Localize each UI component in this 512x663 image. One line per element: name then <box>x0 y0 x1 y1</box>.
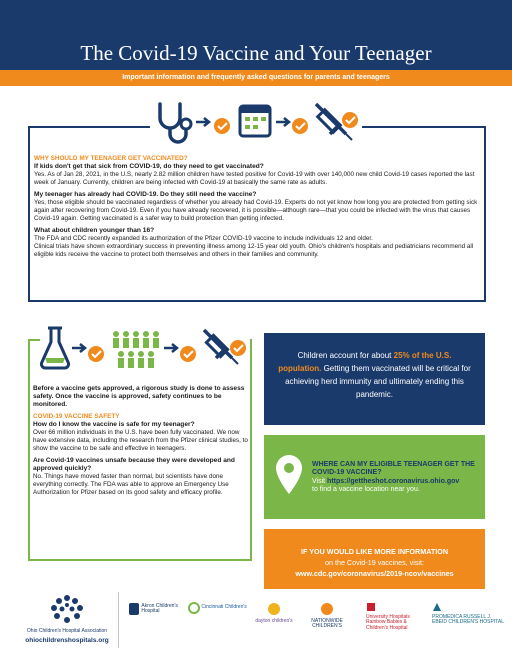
cincinnati-mark-icon <box>188 602 200 614</box>
akron-mark-icon <box>128 602 140 616</box>
faq-answer-continued: Clinical trials have shown extraordinary success in preventing illness among 12-15 year old youth. Ohio's children's hospitals and pediatricians recommend all eligible kids receive the vaccine to protect both themselves and others in their families and community. <box>34 243 474 258</box>
location-question: WHERE CAN MY ELIGIBLE TEENAGER GET THE COVID-19 VACCINE? <box>312 461 475 477</box>
hospital-name: PROMEDICA RUSSELL J. EBEID CHILDREN'S HOSPITAL <box>432 613 504 625</box>
stat-highlight: 25% of the U.S. population. <box>278 351 452 373</box>
check-circle-icon <box>230 340 246 356</box>
faq-question: How do I know the vaccine is safe for my teenager? <box>33 421 195 428</box>
arrow-icon <box>164 344 177 352</box>
more-info-subtext: on the Covid-19 vaccines, visit: <box>324 558 425 567</box>
check-circle-icon <box>214 118 230 134</box>
location-note: to find a vaccine location near you. <box>312 486 420 494</box>
hospital-name: Akron Children's Hospital <box>141 602 178 614</box>
dayton-mark-icon <box>267 602 281 616</box>
icon-row-safety <box>40 322 250 378</box>
faq-answer: Over 66 million individuals in the U.S. have been fully vaccinated. We now have extensive data, including the research from the Pfizer clinical studies, to show the vaccine to be safe and effective in teenagers. <box>33 429 248 452</box>
faq-answer: Yes, those eligible should be vaccinated regardless of whether you already had Covid-19. Experts do not yet know how long you are protected from getting sick again after recovering from Covid-19. Even if you have already recovered, it is possible—although rare—that you could be infected with the virus that causes Covid-19 again. Getting vaccinated is a safer way to build protection than getting infected. <box>34 199 478 222</box>
stat-text: Getting them vaccinated will be critical for achieving herd immunity and ultimately ending this pandemic. <box>285 364 471 399</box>
hospital-name: dayton children's <box>255 617 293 624</box>
hospital-logo <box>298 602 356 630</box>
association-website-link[interactable]: ohiochildrenshospitals.org <box>25 637 109 644</box>
vaccine-safety-content <box>33 385 248 497</box>
check-circle-icon <box>180 346 196 362</box>
people-group-icon <box>113 331 159 368</box>
faq-answer: Yes. As of Jan 28, 2021, in the U.S, nearly 2.82 million children have tested positive for Covid-19 with over 140,000 new child Covid-19 cases reported the last week of January. Currently, children are being infected with Covid-19 at basically the same rate as adults. <box>34 171 475 186</box>
more-info-heading: IF YOU WOULD LIKE MORE INFORMATION <box>300 547 449 556</box>
hospital-name: University Hospitals Rainbow Babies & Children's Hospital <box>366 613 410 631</box>
map-pin-icon <box>274 453 304 497</box>
population-stat-panel <box>264 333 485 425</box>
nationwide-mark-icon <box>320 602 334 616</box>
section-heading: WHY SHOULD MY TEENAGER GET VACCINATED? <box>34 155 188 162</box>
header-banner <box>0 0 512 70</box>
hospital-name: NATIONWIDE CHILDREN'S <box>311 617 343 629</box>
stat-text: Children account for about <box>297 351 394 360</box>
subtitle-bar <box>0 70 512 86</box>
why-vaccinate-content <box>34 155 482 259</box>
faq-question: If kids don't get that sick from COVID-19, do they need to get vaccinated? <box>34 163 264 170</box>
faq-question: My teenager has already had COVID-19. Do they still need the vaccine? <box>34 191 257 198</box>
section-heading: COVID-19 VACCINE SAFETY <box>33 413 120 420</box>
check-circle-icon <box>292 118 308 134</box>
hospital-logo <box>128 602 186 616</box>
arrow-icon <box>196 118 209 126</box>
cdc-link[interactable]: www.cdc.gov/coronavirus/2019-ncov/vaccines <box>295 569 454 578</box>
location-panel <box>264 435 485 519</box>
stethoscope-icon <box>160 104 191 142</box>
faq-answer: The FDA and CDC recently expanded its authorization of the Pfizer COVID-19 vaccine to include individuals 12 and older. <box>34 235 373 242</box>
location-text <box>312 461 480 495</box>
page-title: The Covid-19 Vaccine and Your Teenager <box>80 41 432 65</box>
uh-mark-icon <box>366 602 376 612</box>
faq-question: What about children younger than 16? <box>34 227 155 234</box>
calendar-icon <box>240 106 270 136</box>
icon-row-top <box>150 96 362 148</box>
check-circle-icon <box>342 112 358 128</box>
association-name: Ohio Children's Hospital Association <box>26 628 108 634</box>
hospital-logo <box>432 602 504 626</box>
check-circle-icon <box>88 346 104 362</box>
footer <box>0 580 512 663</box>
association-logo-icon <box>22 592 112 628</box>
faq-answer: No. Things have moved faster than normal, but scientists have done everything correctly. The FDA was able to approve an Emergency Use Authorization for Pfizer based on its good safety and efficacy profile. <box>33 473 229 496</box>
arrow-icon <box>276 118 289 126</box>
safety-intro: Before a vaccine gets approved, a rigorous study is done to assess safety. Once the vaccine is approved, safety continues to be monitored. <box>33 385 245 408</box>
hospital-logo <box>366 602 426 631</box>
hospital-name: Cincinnati Children's <box>201 604 247 611</box>
visit-label: Visit <box>312 477 328 485</box>
arrow-icon <box>72 344 85 352</box>
promedica-mark-icon <box>432 602 442 612</box>
gettheshot-link[interactable]: https://gettheshot.coronavirus.ohio.gov <box>327 477 460 485</box>
right-column <box>264 333 485 589</box>
hospital-logo <box>254 602 294 624</box>
hospital-logo <box>188 602 250 614</box>
flask-icon <box>41 328 68 368</box>
footer-divider <box>118 592 119 648</box>
page-subtitle: Important information and frequently asked questions for parents and teenagers <box>122 74 390 81</box>
faq-question: Are Covid-19 vaccines unsafe because they were developed and approved quickly? <box>33 457 235 472</box>
